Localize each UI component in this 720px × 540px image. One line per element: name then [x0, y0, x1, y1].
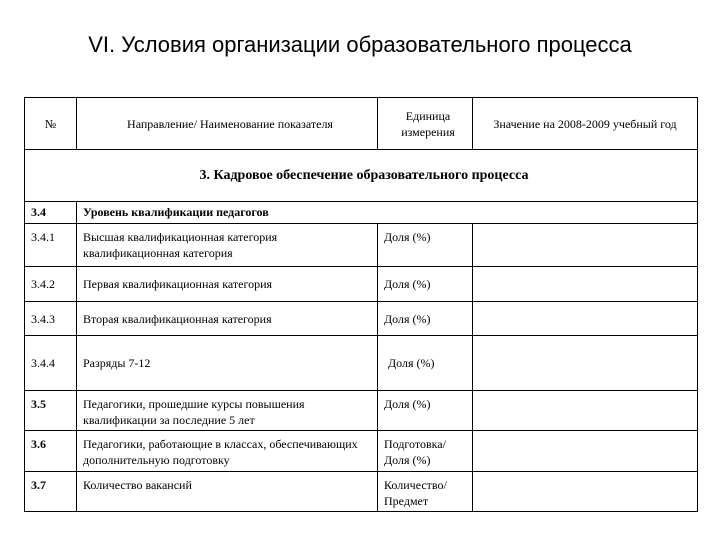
row-indicator: Количество вакансий: [77, 472, 378, 512]
row-indicator: Вторая квалификационная категория: [77, 302, 378, 336]
row-indicator: Разряды 7-12: [77, 336, 378, 391]
row-number: 3.4.3: [25, 302, 77, 336]
table-row: [25, 472, 698, 512]
table-row: [25, 202, 698, 224]
row-value: [473, 336, 698, 391]
row-unit: Доля (%): [378, 224, 473, 267]
header-row: [25, 98, 698, 150]
row-value: [473, 267, 698, 302]
row-value: [473, 224, 698, 267]
row-unit: Подготовка/ Доля (%): [378, 431, 473, 472]
table-row: [25, 267, 698, 302]
row-unit: Доля (%): [378, 302, 473, 336]
header-value: Значение на 2008-2009 учебный год: [473, 98, 698, 150]
row-number: 3.7: [25, 472, 77, 512]
section-title: 3. Кадровое обеспечение образовательного процесса: [25, 150, 698, 202]
row-number: 3.4.2: [25, 267, 77, 302]
row-indicator: Первая квалификационная категория: [77, 267, 378, 302]
row-unit: Доля (%): [378, 391, 473, 431]
row-number: 3.4.4: [25, 336, 77, 391]
page-title: VI. Условия организации образовательного процесса: [88, 32, 632, 57]
staffing-table: [24, 97, 698, 512]
row-indicator: Педагогики, работающие в классах, обеспечивающих дополнительную подготовку: [77, 431, 378, 472]
row-value: [473, 431, 698, 472]
row-unit: Доля (%): [378, 267, 473, 302]
row-number: 3.4.1: [25, 224, 77, 267]
section-row: [25, 150, 698, 202]
row-value: [473, 302, 698, 336]
table-row: [25, 224, 698, 267]
row-value: [473, 472, 698, 512]
row-indicator: Уровень квалификации педагогов: [77, 202, 698, 224]
row-unit: Доля (%): [378, 336, 473, 391]
table-row: [25, 336, 698, 391]
row-number: 3.6: [25, 431, 77, 472]
row-number: 3.5: [25, 391, 77, 431]
row-value: [473, 391, 698, 431]
table-row: [25, 431, 698, 472]
row-indicator: Педагогики, прошедшие курсы повышения квалификации за последние 5 лет: [77, 391, 378, 431]
header-number: №: [25, 98, 77, 150]
row-unit: Количество/ Предмет: [378, 472, 473, 512]
row-number: 3.4: [25, 202, 77, 224]
row-indicator: Высшая квалификационная категория квалификационная категория: [77, 224, 378, 267]
header-unit: Единица измерения: [378, 98, 473, 150]
table-row: [25, 391, 698, 431]
table-row: [25, 302, 698, 336]
header-indicator: Направление/ Наименование показателя: [77, 98, 378, 150]
